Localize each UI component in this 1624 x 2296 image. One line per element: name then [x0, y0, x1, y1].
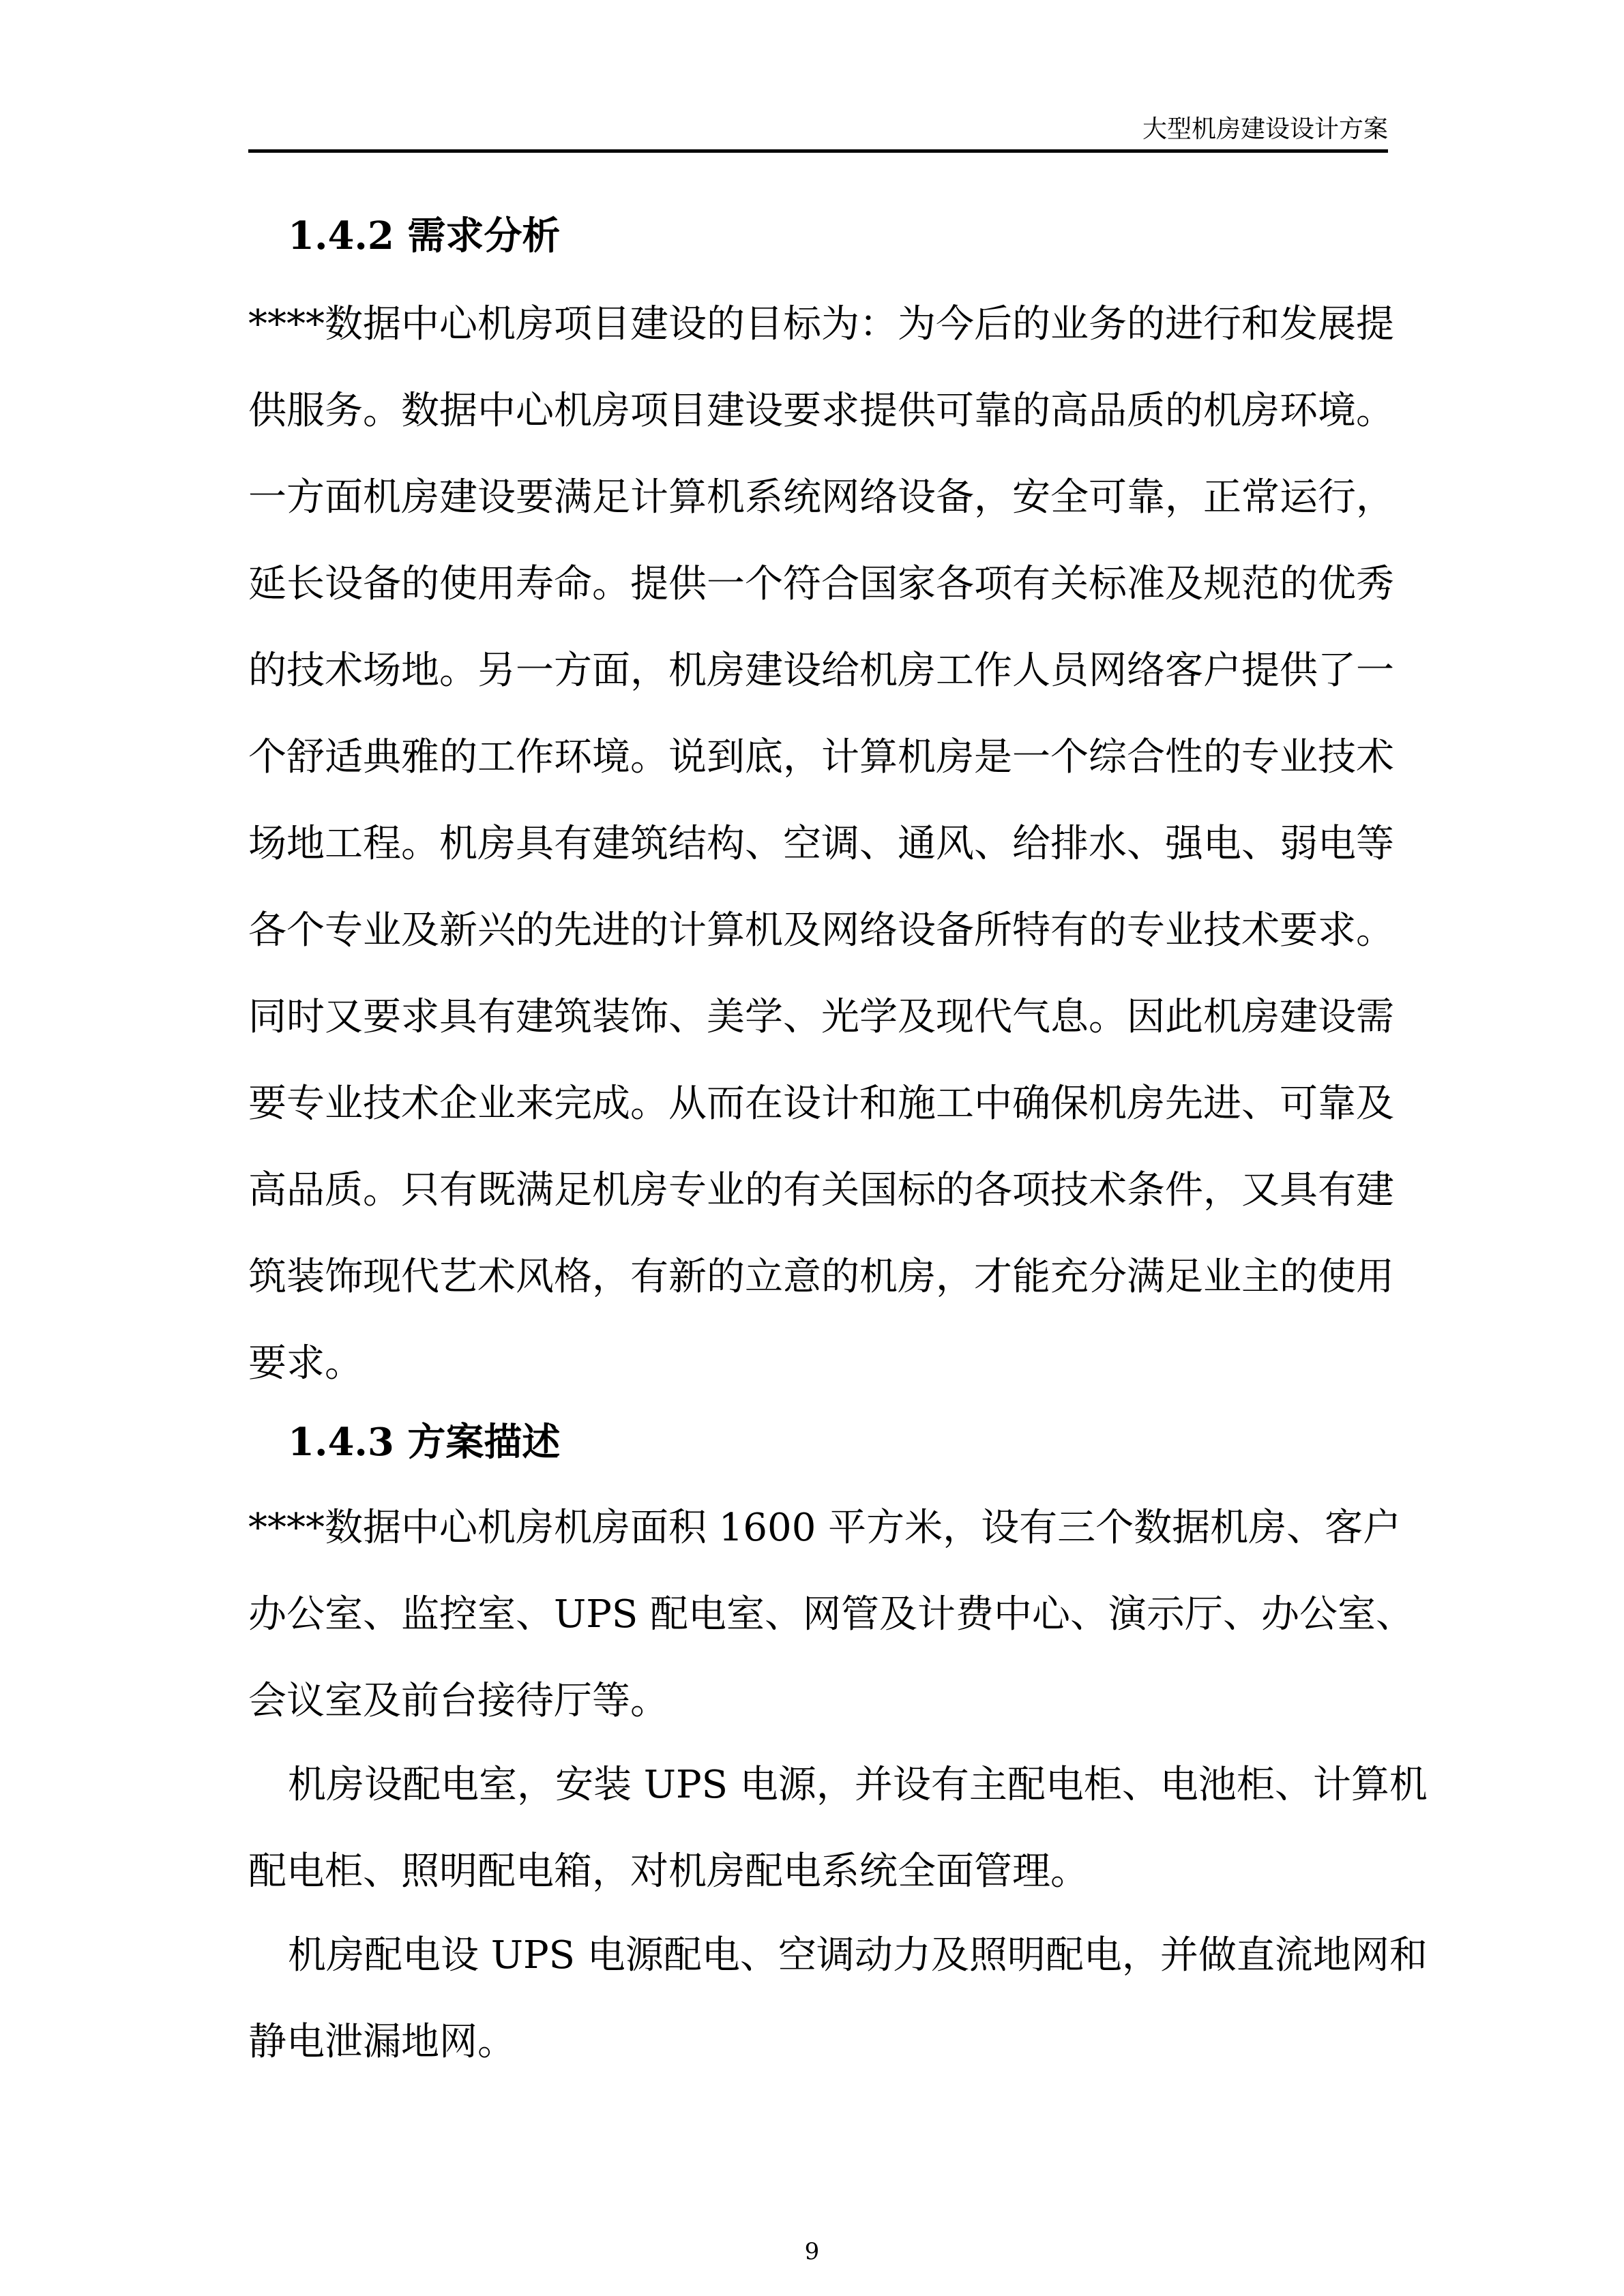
section-heading: 1.4.2 需求分析 [288, 213, 561, 258]
text-line: 的技术场地。另一方面，机房建设给机房工作人员网络客户提供了一 [248, 648, 1394, 693]
text-line: 配电柜、照明配电箱，对机房配电系统全面管理。 [248, 1849, 1089, 1894]
text-line: 静电泄漏地网。 [248, 2020, 516, 2064]
text-line: 延长设备的使用寿命。提供一个符合国家各项有关标准及规范的优秀 [248, 562, 1394, 606]
text-line: 办公室、监控室、UPS 配电室、网管及计费中心、演示厅、办公室、 [248, 1592, 1415, 1637]
text-line: 会议室及前台接待厅等。 [248, 1679, 668, 1723]
text-line: 高品质。只有既满足机房专业的有关国标的各项技术条件，又具有建 [248, 1168, 1394, 1212]
text-line: 机房设配电室，安装 UPS 电源，并设有主配电柜、电池柜、计算机 [288, 1763, 1428, 1807]
text-line: 个舒适典雅的工作环境。说到底，计算机房是一个综合性的专业技术 [248, 735, 1394, 779]
header-rule [248, 149, 1388, 153]
page-number: 9 [804, 2238, 820, 2265]
text-line: 要专业技术企业来完成。从而在设计和施工中确保机房先进、可靠及 [248, 1082, 1394, 1126]
text-line: 机房配电设 UPS 电源配电、空调动力及照明配电，并做直流地网和 [288, 1933, 1428, 1978]
text-line: 同时又要求具有建筑装饰、美学、光学及现代气息。因此机房建设需 [248, 995, 1394, 1039]
text-line: ****数据中心机房项目建设的目标为：为今后的业务的进行和发展提 [248, 302, 1394, 346]
running-header: 大型机房建设设计方案 [1142, 115, 1388, 143]
text-line: 要求。 [248, 1341, 363, 1386]
section-heading: 1.4.3 方案描述 [288, 1420, 561, 1465]
text-line: ****数据中心机房机房面积 1600 平方米，设有三个数据机房、客户 [248, 1506, 1402, 1550]
text-line: 场地工程。机房具有建筑结构、空调、通风、给排水、强电、弱电等 [248, 822, 1394, 866]
text-line: 各个专业及新兴的先进的计算机及网络设备所特有的专业技术要求。 [248, 908, 1394, 953]
text-line: 一方面机房建设要满足计算机系统网络设备，安全可靠，正常运行， [248, 475, 1394, 520]
text-line: 供服务。数据中心机房项目建设要求提供可靠的高品质的机房环境。 [248, 389, 1394, 433]
text-line: 筑装饰现代艺术风格，有新的立意的机房，才能充分满足业主的使用 [248, 1255, 1394, 1299]
